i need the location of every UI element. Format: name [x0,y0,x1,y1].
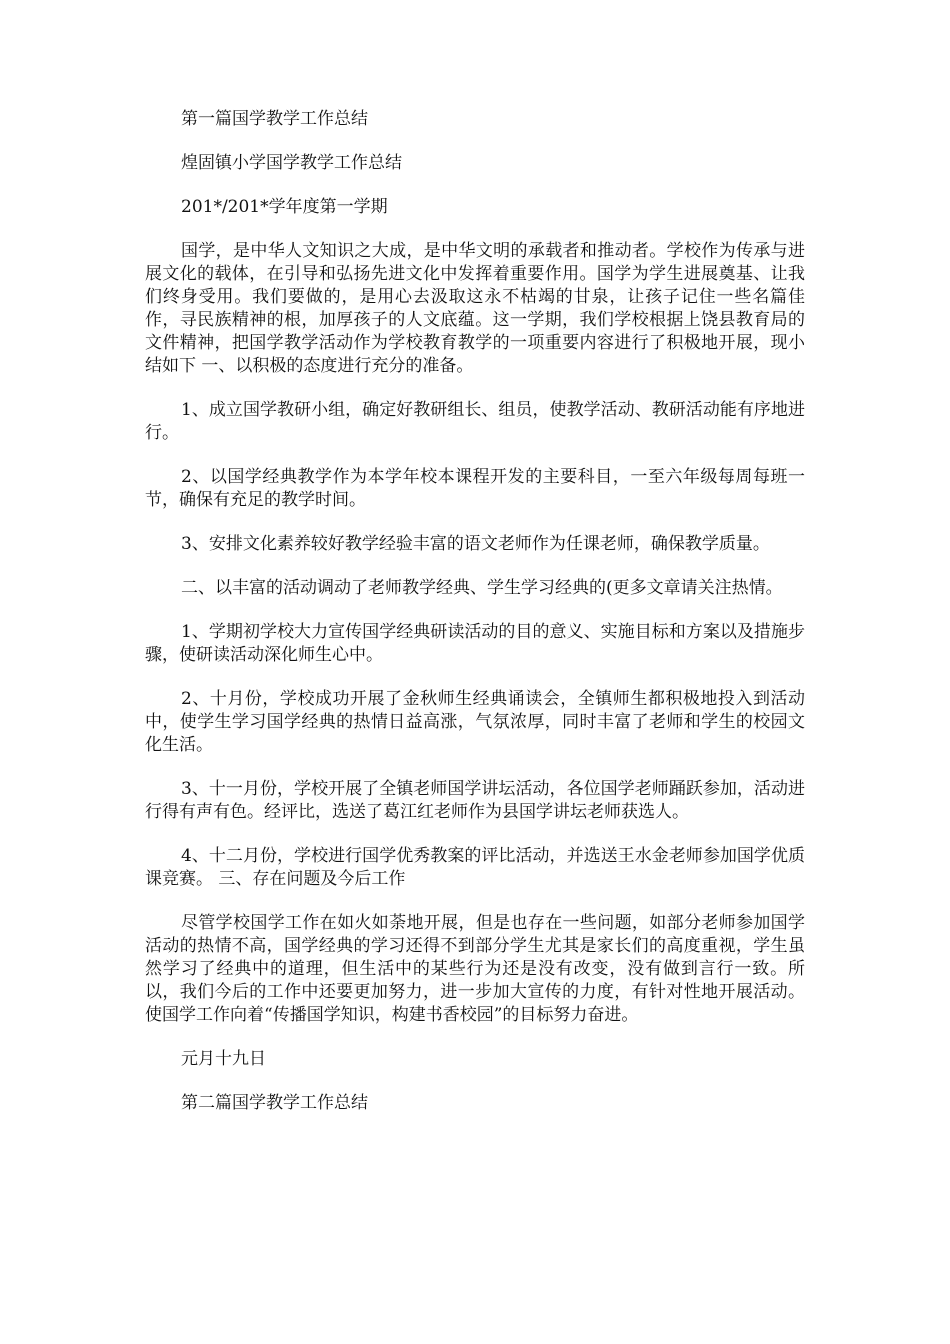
paragraph-problems: 尽管学校国学工作在如火如荼地开展，但是也存在一些问题，如部分老师参加国学活动的热情不高，国学经典的学习还得不到部分学生尤其是家长们的高度重视，学生虽然学习了经典中的道理，但生活中的某些行为还是没有改变，没有做到言行一致。所以，我们今后的工作中还要更加努力，进一步加大宣传的力度，有针对性地开展活动。使国学工作向着“传播国学知识，构建书香校园”的目标努力奋进。 [145,913,805,1025]
paragraph-item: 1、成立国学教研小组，确定好教研组长、组员，使教学活动、教研活动能有序地进行。 [145,400,805,443]
paragraph-item: 2、以国学经典教学作为本学年校本课程开发的主要科目，一至六年级每周每班一节，确保有充足的教学时间。 [145,467,805,510]
paragraph-intro: 国学，是中华人文知识之大成，是中华文明的承载者和推动者。学校作为传承与进展文化的载体，在引导和弘扬先进文化中发挥着重要作用。国学为学生进展奠基、让我们终身受用。我们要做的，是用心去汲取这永不枯竭的甘泉，让孩子记住一些名篇佳作，寻民族精神的根，加厚孩子的人文底蕴。这一学期，我们学校根据上饶县教育局的文件精神，把国学教学活动作为学校教育教学的一项重要内容进行了积极地开展，现小结如下 一、以积极的态度进行充分的准备。 [145,241,805,376]
date-line: 元月十九日 [181,1049,266,1069]
next-section-title: 第二篇国学教学工作总结 [181,1093,368,1113]
section-title: 第一篇国学教学工作总结 [181,109,368,129]
paragraph-item: 1、学期初学校大力宣传国学经典研读活动的目的意义、实施目标和方案以及措施步骤，使研读活动深化师生心中。 [145,622,805,665]
section-heading: 二、以丰富的活动调动了老师教学经典、学生学习经典的(更多文章请关注热情。 [181,578,783,598]
term-line: 201*/201*学年度第一学期 [181,197,388,217]
document-title: 煌固镇小学国学教学工作总结 [181,153,402,173]
paragraph-item: 2、十月份，学校成功开展了金秋师生经典诵读会，全镇师生都积极地投入到活动中，使学生学习国学经典的热情日益高涨，气氛浓厚，同时丰富了老师和学生的校园文化生活。 [145,689,805,755]
paragraph-item: 3、十一月份，学校开展了全镇老师国学讲坛活动，各位国学老师踊跃参加，活动进行得有声有色。经评比，选送了葛江红老师作为县国学讲坛老师获选人。 [145,779,805,822]
document-body [145,108,805,1136]
paragraph-item: 4、十二月份，学校进行国学优秀教案的评比活动，并选送王水金老师参加国学优质课竞赛。 三、存在问题及今后工作 [145,846,805,889]
paragraph-item: 3、安排文化素养较好教学经验丰富的语文老师作为任课老师，确保教学质量。 [181,534,770,554]
